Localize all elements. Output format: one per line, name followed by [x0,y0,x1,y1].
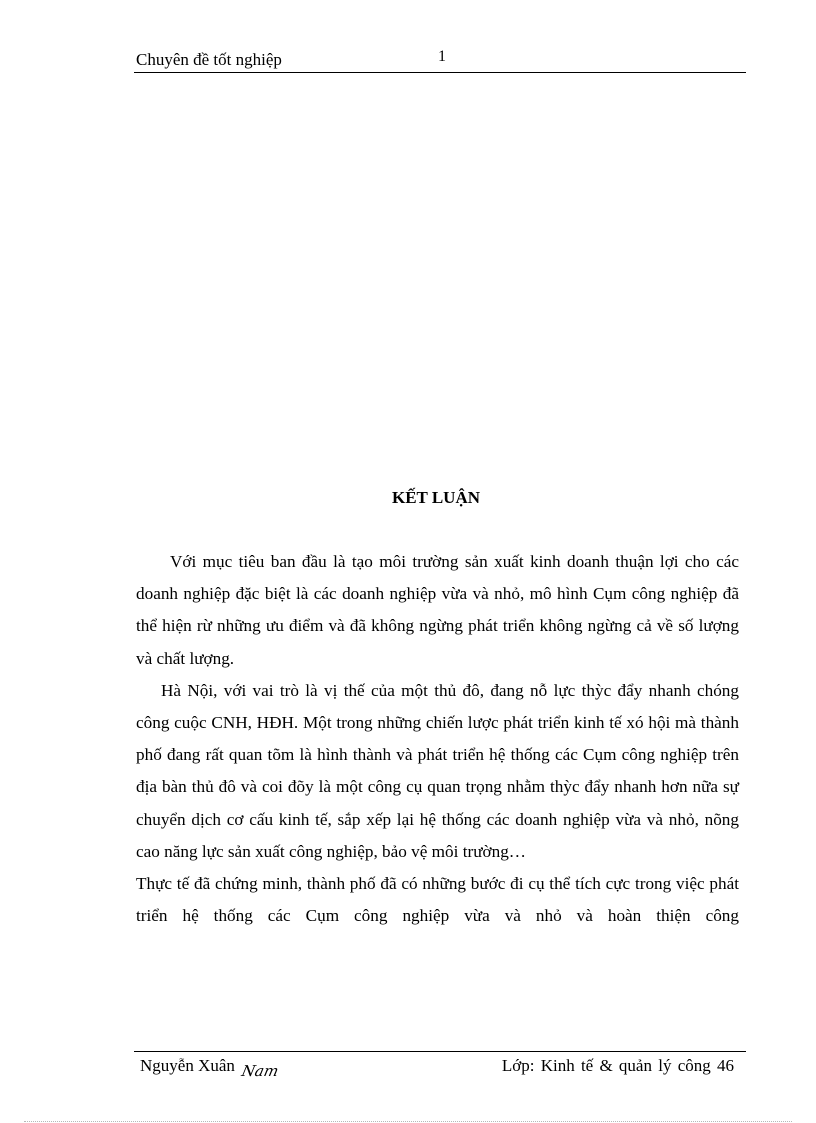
author-signature: Nam [240,1062,281,1080]
author-name: Nguyễn Xuân [140,1056,235,1075]
footer-class-info: Lớp: Kinh tế & quản lý công 46 [501,1056,734,1075]
header-title: Chuyên đề tốt nghiệp [136,50,282,69]
page-header [134,48,746,73]
page-edge-divider [24,1121,792,1122]
paragraph: Thực tế đã chứng minh, thành phố đã có những bước đi cụ thể tích cực trong việc phát triển hệ thống các Cụm công nghiệp vừa và nhỏ và hoàn thiện công [136,874,739,926]
body-text [136,546,739,932]
page-number: 1 [438,48,446,65]
footer-author [140,1056,281,1080]
paragraph: Hà Nội, với vai trò là vị thế của một thủ đô, đang nỗ lực thỳc đẩy nhanh chóng công cuộc CNH, HĐH. Một trong những chiến lược phát triển kinh tế xó hội mà thành phố đang rất quan tõm là hình thành và phát triển hệ thống các Cụm công nghiệp trên địa bàn thủ đô và coi đõy là một công cụ quan trọng nhằm thỳc đẩy nhanh hơn nữa sự chuyển dịch cơ cấu kinh tế, sắp xếp lại hệ thống các doanh nghiệp vừa và nhỏ, nõng cao năng lực sản xuất công nghiệp, bảo vệ môi trường… [136,680,739,861]
section-heading: KẾT LUẬN [391,488,480,507]
footer-divider [134,1051,746,1052]
paragraph: Với mục tiêu ban đầu là tạo môi trường sản xuất kinh doanh thuận lợi cho các doanh nghiệp đặc biệt là các doanh nghiệp vừa và nhỏ, mô hình Cụm công nghiệp đã thể hiện rừ những ưu điểm và đã không ngừng phát triển không ngừng cả về số lượng và chất lượng. [136,552,739,668]
